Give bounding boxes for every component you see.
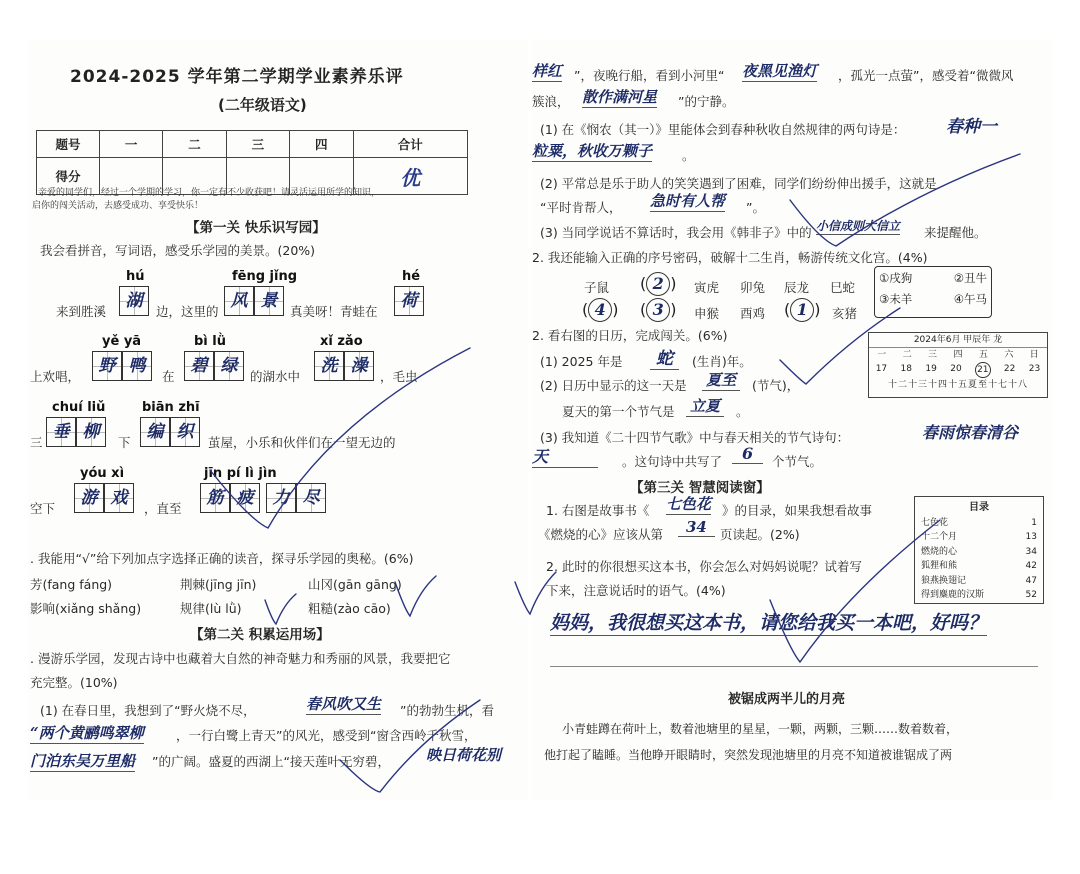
question-2-prompt: . 我能用“√”给下列加点字选择正确的读音，探寻乐学园的奥秘。(6%) (30, 551, 414, 566)
zodiac-circle: 1 (790, 298, 814, 322)
table-header-cell: 一 (100, 131, 163, 158)
poem-answer: 粒粟，秋收万颗子 (532, 142, 653, 160)
question-text: (2) 日历中显示的这一天是 (540, 378, 687, 393)
zodiac-item: 酉鸡 (740, 306, 766, 321)
answer-cell: 野 (92, 351, 122, 381)
poem-answer: 散作满河星 (582, 88, 658, 106)
pinyin-label: hé (402, 269, 421, 284)
passage-text: 三 (30, 435, 43, 450)
zodiac-circle: 2 (646, 272, 670, 296)
question-text: 《燃烧的心》应该从第 (538, 527, 664, 542)
story-text: 小青蛙蹲在荷叶上，数着池塘里的星星，一颗，两颗，三颗……数着数着， (562, 722, 959, 736)
pinyin-label: yóu xì (80, 466, 125, 481)
answer-cell: 荷 (394, 286, 424, 316)
poem-line: 簇浪， (532, 94, 570, 109)
calendar-answer: 立夏 (686, 395, 724, 417)
question-text: 2. 此时的你很想买这本书，你会怎么对妈妈说呢？试着写 (546, 559, 862, 574)
passage-text: 的湖水中 (250, 369, 301, 384)
book-toc (914, 496, 1044, 604)
zodiac-answer: ( 2 ) (640, 272, 677, 296)
calendar-day: 18 (900, 364, 912, 374)
pinyin-label: xǐ zǎo (320, 334, 363, 349)
toc-item: 得到麋鹿的汉斯 52 (921, 590, 1037, 600)
answer-cell: 游 (74, 483, 104, 513)
answer-cell: 鸭 (122, 351, 152, 381)
question-5-prompt: 2. 看右图的日历，完成闯关。(6%) (532, 328, 728, 343)
zodiac-answer: ( 4 ) (582, 298, 619, 322)
table-header-cell: 合计 (353, 131, 468, 158)
table-header-cell: 四 (290, 131, 353, 158)
zodiac-item: 子鼠 (584, 280, 610, 295)
pinyin-label: hú (126, 269, 145, 284)
poem-line: (1) 在春日里，我想到了“野火烧不尽， (40, 703, 256, 718)
zodiac-item: 申猴 (694, 306, 720, 321)
answer-cell: 澡 (344, 351, 374, 381)
legend-item: ③未羊 (879, 292, 913, 306)
pinyin-label: bì lǜ (194, 334, 226, 349)
passage-text: 真美呀！青蛙在 (290, 304, 378, 319)
question-text: 下来，注意说话时的语气。(4%) (546, 583, 726, 598)
passage-text: 来到胜溪 (56, 304, 107, 319)
answer-cell: 湖 (119, 286, 149, 316)
answer-cell: 戏 (104, 483, 134, 513)
poem-line: ”的勃勃生机，看 (400, 703, 494, 718)
passage-text: 空下 (30, 501, 56, 516)
question-3-prompt-cont: 充完整。(10%) (30, 675, 118, 690)
calendar-day: 22 (1003, 364, 1016, 374)
calendar-image (868, 332, 1048, 398)
answer-cell: 垂 (46, 417, 76, 447)
calendar-day: 20 (950, 364, 962, 374)
pinyin-label: biān zhī (142, 400, 200, 415)
poem-line: ，孤光一点萤”，感受着“微微风 (838, 68, 1014, 83)
question-text: (3) 我知道《二十四节气歌》中与春天相关的节气诗句： (540, 430, 850, 445)
question-text: (1) 在《悯农（其一）》里能体会到春种秋收自然规律的两句诗是： (540, 122, 906, 137)
question-text: “平时肯帮人， (540, 200, 622, 215)
toc-item: 燃烧的心 34 (921, 546, 1037, 557)
calendar-answer: 蛇 (650, 344, 679, 370)
row-label: 得分 (37, 158, 100, 195)
toc-title: 目录 (969, 502, 989, 513)
answer-cell: 力 (266, 483, 296, 513)
question-text: (生肖)年。 (692, 354, 752, 369)
answer-cell: 柳 (76, 417, 106, 447)
poem-answer: 春风吹又生 (306, 695, 382, 713)
question-text: 。这句诗中共写了 (622, 454, 723, 469)
pinyin-label: yě yā (102, 334, 142, 349)
poem-line: ”，夜晚行船，看到小河里“ (574, 68, 725, 83)
question-text: 来提醒他。 (924, 225, 987, 240)
section-1-heading: 【第一关 快乐识写园】 (186, 220, 326, 236)
pronunciation-item: 影响(xiǎng shǎng) (30, 601, 142, 616)
table-header-cell: 三 (226, 131, 289, 158)
pronunciation-item: 荆棘(jīng jīn) (180, 577, 257, 592)
calendar-header: 2024年6月 甲辰年 龙 (869, 333, 1047, 348)
intro-line-1: 亲爱的同学们，经过一个学期的学习，你一定有不少收获吧！请灵活运用所学的知识， (38, 188, 381, 198)
legend-item: ①戌狗 (879, 271, 913, 285)
exam-page-right (532, 40, 1052, 800)
pinyin-label: jīn pí lì jìn (204, 466, 277, 481)
poem-answer: 春种一 (946, 117, 997, 137)
weekday: 一 (877, 350, 887, 360)
question-text: 。 (682, 148, 695, 163)
table-header-cell: 二 (163, 131, 226, 158)
reading-answer: 七色花 (666, 495, 712, 513)
calendar-answer: 天 (532, 444, 598, 468)
answer-cell: 风 (224, 286, 254, 316)
pronunciation-item: 芳(fang fáng) (30, 577, 113, 592)
weekday: 四 (953, 350, 963, 360)
answer-cell: 尽 (296, 483, 326, 513)
toc-item: 七色花 1 (921, 517, 1037, 528)
weekday: 六 (1004, 350, 1014, 360)
pronunciation-item: 粗糙(zào cāo) (308, 601, 391, 616)
calendar-answer: 夏至 (702, 369, 740, 391)
calendar-day: 21 (975, 362, 990, 378)
weekday: 五 (978, 350, 988, 360)
total-score: 优 (400, 165, 421, 190)
pinyin-label: fēng jǐng (232, 269, 298, 284)
question-text: (3) 当同学说话不算话时，我会用《韩非子》中的 (540, 225, 812, 240)
zodiac-item: 辰龙 (784, 280, 810, 295)
story-text: 他打起了瞌睡。当他睁开眼睛时，突然发现池塘里的月亮不知道被谁锯成了两 (544, 748, 953, 762)
poem-answer: 映日荷花别 (426, 746, 502, 764)
zodiac-circle: 4 (588, 298, 612, 322)
calendar-day: 23 (1028, 364, 1041, 374)
table-header-cell: 题号 (37, 131, 100, 158)
poem-answer: 样红 (532, 62, 563, 80)
reading-answer: 34 (678, 518, 715, 537)
zodiac-circle: 3 (646, 298, 670, 322)
exam-title: 2024-2025 学年第二学期学业素养乐评 (70, 67, 404, 87)
toc-item: 十二个月 13 (921, 532, 1037, 542)
zodiac-legend-box (874, 266, 992, 318)
poem-answer: 小信成则大信立 (816, 219, 901, 233)
calendar-answer: 6 (732, 444, 763, 464)
zodiac-item: 卯兔 (740, 280, 766, 295)
question-text: (节气)， (752, 378, 800, 393)
passage-text: ，毛虫 (380, 369, 418, 384)
question-text: 页读起。(2%) (720, 527, 800, 542)
story-title: 被锯成两半儿的月亮 (728, 692, 846, 707)
zodiac-answer: ( 1 ) (784, 298, 821, 322)
answer-line (550, 666, 1038, 667)
question-text: 。 (736, 404, 749, 419)
intro-line-2: 启你的闯关活动，去感受成功、享受快乐！ (32, 201, 204, 211)
toc-item: 狼燕换翅记 47 (921, 575, 1037, 586)
toc-item: 狐狸和熊 42 (921, 561, 1037, 571)
exam-subtitle: (二年级语文) (218, 96, 307, 114)
weekday: 三 (928, 350, 938, 360)
question-text: (1) 2025 年是 (540, 354, 623, 369)
pronunciation-item: 山冈(gān gāng) (308, 577, 402, 592)
poem-line: ”的广阔。盛夏的西湖上“接天莲叶无穷碧， (152, 754, 390, 769)
question-text: ”。 (746, 200, 765, 215)
answer-cell: 编 (140, 417, 170, 447)
weekday: 二 (902, 350, 912, 360)
reading-answer: 妈妈，我很想买这本书，请您给我买一本吧，好吗？ (550, 608, 987, 636)
pinyin-label: chuí liǔ (52, 400, 106, 415)
answer-cell: 碧 (184, 351, 214, 381)
question-4-prompt: 2. 我还能输入正确的序号密码，破解十二生肖，畅游传统文化宫。(4%) (532, 250, 928, 265)
zodiac-item: 巳蛇 (830, 280, 856, 295)
calendar-day: 19 (925, 364, 937, 374)
zodiac-answer: ( 3 ) (640, 298, 677, 322)
answer-cell: 景 (254, 286, 284, 316)
section-2-heading: 【第二关 积累运用场】 (190, 627, 330, 643)
answer-cell: 绿 (214, 351, 244, 381)
section-3-heading: 【第三关 智慧阅读窗】 (630, 480, 770, 496)
question-text: 夏天的第一个节气是 (562, 404, 675, 419)
pronunciation-item: 规律(lù lǜ) (180, 601, 242, 616)
zodiac-item: 寅虎 (694, 280, 720, 295)
weekday: 日 (1029, 350, 1039, 360)
question-3-prompt: . 漫游乐学园，发现古诗中也藏着大自然的神奇魅力和秀丽的风景，我要把它 (30, 651, 451, 666)
answer-cell: 筋 (200, 483, 230, 513)
question-text: 个节气。 (772, 454, 823, 469)
poem-line: ，一行白鹭上青天”的风光，感受到“窗含西岭千秋雪， (176, 728, 477, 743)
legend-item: ②丑牛 (953, 271, 987, 285)
question-text: (2) 平常总是乐于助人的笑笑遇到了困难，同学们纷纷伸出援手，这就是 (540, 176, 937, 191)
passage-text: 下 (118, 435, 131, 450)
calendar-lunar-row: 十二十三十四十五夏至十七十八 (887, 380, 1028, 390)
calendar-day: 17 (875, 364, 888, 374)
legend-item: ④午马 (953, 292, 987, 306)
poem-line: ”的宁静。 (678, 94, 735, 109)
answer-cell: 织 (170, 417, 200, 447)
question-text: 》的目录，如果我想看故事 (722, 503, 873, 518)
poem-answer: 急时有人帮 (650, 192, 726, 210)
passage-text: 上欢唱， (30, 369, 81, 384)
question-text: 1. 右图是故事书《 (546, 503, 650, 518)
passage-text: 边，这里的 (156, 304, 219, 319)
question-1-prompt: 我会看拼音，写词语，感受乐学园的美景。(20%) (40, 243, 316, 258)
answer-cell: 疲 (230, 483, 260, 513)
poem-answer: “两个黄鹂鸣翠柳 (30, 724, 144, 742)
poem-answer: 夜黑见渔灯 (742, 62, 818, 80)
poem-answer: 门泊东吴万里船 (30, 752, 136, 770)
calendar-answer: 春雨惊春清谷 (922, 423, 1019, 442)
passage-text: 茧屋，小乐和伙伴们在一望无边的 (208, 435, 396, 450)
answer-cell: 洗 (314, 351, 344, 381)
zodiac-item: 亥猪 (832, 306, 858, 321)
passage-text: 在 (162, 369, 175, 384)
exam-page-left (28, 40, 528, 800)
passage-text: ，直至 (144, 501, 182, 516)
